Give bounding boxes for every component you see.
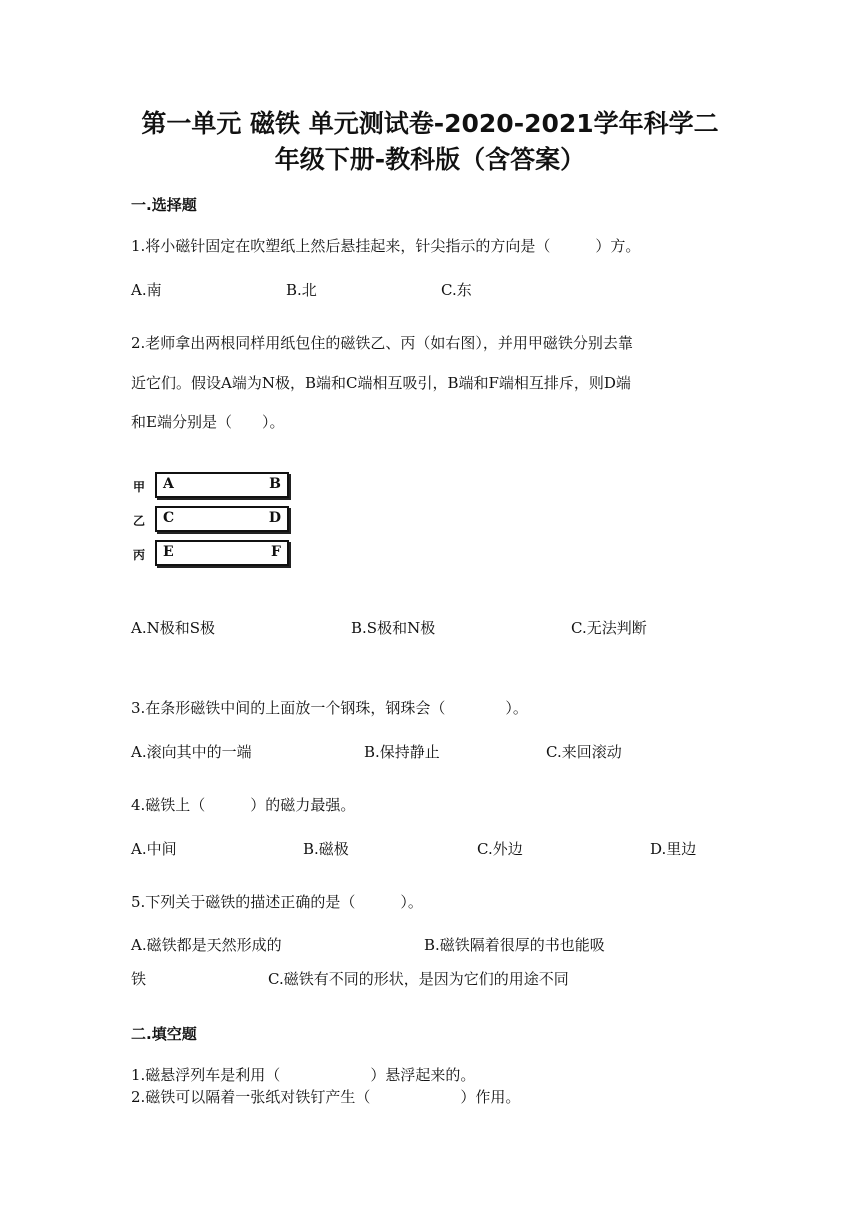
q5-option-a: A.磁铁都是天然形成的 <box>131 936 282 954</box>
q3-option-b: B.保持静止 <box>364 743 440 761</box>
q3-option-c: C.来回滚动 <box>546 743 622 761</box>
question-2-line-2: 近它们。假设A端为N极，B端和C端相互吸引，B端和F端相互排斥，则D端 <box>131 374 631 392</box>
q1-option-b: B.北 <box>286 281 317 299</box>
magnet-name-label: 甲 <box>133 480 146 494</box>
q4-option-d: D.里边 <box>650 840 697 858</box>
magnet-end-left: C <box>163 510 175 526</box>
fill-question-1-text: 1.磁悬浮列车是利用（ ）悬浮起来的。 <box>131 1066 476 1084</box>
magnet-name-label: 乙 <box>133 514 146 528</box>
q2-option-b: B.S极和N极 <box>351 619 436 637</box>
magnet-end-left: E <box>163 544 174 560</box>
question-2-line-1: 2.老师拿出两根同样用纸包住的磁铁乙、丙（如右图），并用甲磁铁分别去靠 <box>131 334 633 352</box>
question-1-text: 1.将小磁针固定在吹塑纸上然后悬挂起来，针尖指示的方向是（ ）方。 <box>131 237 641 255</box>
document-title-line-2: 年级下册-教科版（含答案） <box>274 145 586 174</box>
q5-option-c: C.磁铁有不同的形状，是因为它们的用途不同 <box>268 970 569 988</box>
q4-option-b: B.磁极 <box>303 840 349 858</box>
fill-question-2-text: 2.磁铁可以隔着一张纸对铁钉产生（ ）作用。 <box>131 1088 521 1106</box>
q3-option-a: A.滚向其中的一端 <box>131 743 252 761</box>
section-heading-fill-in: 二.填空题 <box>131 1025 197 1043</box>
magnet-end-right: F <box>271 544 281 560</box>
magnet-bar <box>155 540 289 566</box>
q5-option-b: B.磁铁隔着很厚的书也能吸 <box>424 936 605 954</box>
question-5-text: 5.下列关于磁铁的描述正确的是（ ）。 <box>131 893 423 911</box>
document-title-line-1: 第一单元 磁铁 单元测试卷-2020-2021学年科学二 <box>141 109 719 138</box>
magnet-end-right: B <box>269 476 281 492</box>
q2-option-c: C.无法判断 <box>571 619 647 637</box>
q4-option-c: C.外边 <box>477 840 523 858</box>
section-heading-choice: 一.选择题 <box>131 196 197 214</box>
magnet-end-right: D <box>268 510 281 526</box>
q1-option-c: C.东 <box>441 281 472 299</box>
q5-option-b-continued: 铁 <box>131 970 147 988</box>
q4-option-a: A.中间 <box>131 840 177 858</box>
magnet-end-left: A <box>163 476 174 492</box>
magnet-bar <box>155 472 289 498</box>
q2-option-a: A.N极和S极 <box>131 619 216 637</box>
magnet-bar <box>155 506 289 532</box>
question-3-text: 3.在条形磁铁中间的上面放一个钢珠，钢珠会（ ）。 <box>131 699 528 717</box>
question-2-line-3: 和E端分别是（ ）。 <box>131 413 285 431</box>
q1-option-a: A.南 <box>131 281 162 299</box>
magnet-name-label: 丙 <box>133 548 146 562</box>
question-4-text: 4.磁铁上（ ）的磁力最强。 <box>131 796 356 814</box>
